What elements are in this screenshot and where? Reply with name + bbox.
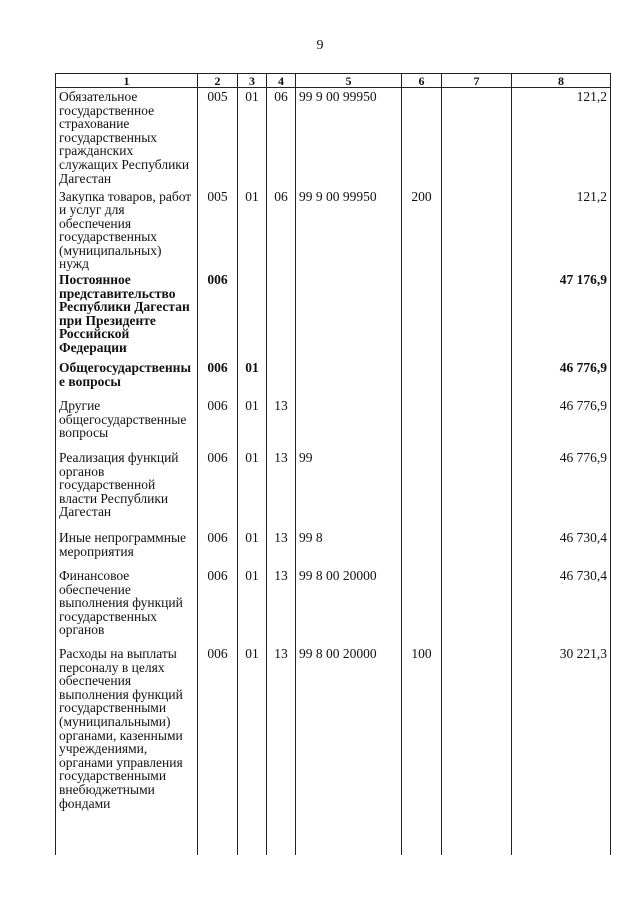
col-4-value: 13 [274, 568, 288, 584]
col-5-cell [296, 88, 402, 188]
col-3-cell [238, 397, 267, 449]
col-4-cell [267, 397, 296, 449]
col-8-cell [512, 397, 611, 449]
col-3-value: 01 [245, 568, 259, 584]
col-5-value: 99 8 00 20000 [299, 568, 377, 584]
col-6-value: 100 [411, 646, 432, 662]
col-3-cell [238, 88, 267, 188]
row-name: Иные непрограммные мероприятия [59, 530, 187, 559]
col-5-value: 99 8 00 20000 [299, 646, 377, 662]
col-3-cell [238, 645, 267, 855]
col-8-cell [512, 188, 611, 272]
col-8-cell [512, 529, 611, 567]
col-2-value: 006 [207, 450, 228, 466]
col-header-8: 8 [512, 74, 611, 88]
col-8-value: 121,2 [576, 188, 607, 204]
row-name: Другие общегосударственные вопросы [59, 398, 187, 441]
col-6-cell [402, 359, 442, 397]
col-2-cell [198, 449, 238, 529]
col-4-cell [267, 88, 296, 188]
col-7-cell [442, 645, 512, 855]
col-3-cell [238, 529, 267, 567]
col-3-value: 01 [245, 450, 259, 466]
col-6-value: 200 [411, 188, 432, 204]
col-2-cell [198, 188, 238, 272]
col-4-cell [267, 359, 296, 397]
col-3-value: 01 [245, 398, 259, 414]
row-name-cell [56, 645, 198, 855]
row-name-cell [56, 449, 198, 529]
col-4-value: 06 [274, 89, 288, 104]
row-name: Реализация функций органов государственной власти Республики Дагестан [59, 450, 179, 520]
table-row [56, 529, 611, 567]
col-3-cell [238, 188, 267, 272]
col-7-cell [442, 567, 512, 645]
col-5-cell [296, 645, 402, 855]
col-4-cell [267, 449, 296, 529]
col-4-cell [267, 271, 296, 359]
col-8-cell [512, 271, 611, 359]
row-name-cell [56, 567, 198, 645]
col-3-cell [238, 271, 267, 359]
col-header-2: 2 [198, 74, 238, 88]
table-body [56, 88, 611, 856]
col-header-7: 7 [442, 74, 512, 88]
col-header-4: 4 [267, 74, 296, 88]
table-row [56, 567, 611, 645]
col-5-value: 99 9 00 99950 [299, 89, 377, 104]
col-header-1: 1 [56, 74, 198, 88]
col-6-cell [402, 645, 442, 855]
col-3-value: 01 [245, 530, 259, 546]
col-8-value: 121,2 [576, 89, 607, 104]
col-header-5: 5 [296, 74, 402, 88]
col-8-value: 46 730,4 [559, 568, 607, 584]
row-name: Постоянное представительство Республики Дагестан при Президенте Российской Федерации [59, 272, 190, 356]
col-8-value: 46 776,9 [559, 450, 607, 466]
col-5-cell [296, 529, 402, 567]
col-4-value: 06 [274, 188, 288, 204]
col-2-cell [198, 271, 238, 359]
col-3-cell [238, 359, 267, 397]
col-4-cell [267, 529, 296, 567]
col-3-cell [238, 449, 267, 529]
col-2-cell [198, 645, 238, 855]
row-name-cell [56, 88, 198, 188]
col-6-cell [402, 567, 442, 645]
col-4-value: 13 [274, 530, 288, 546]
col-6-cell [402, 449, 442, 529]
col-7-cell [442, 359, 512, 397]
page-number: 9 [316, 38, 324, 53]
col-4-cell [267, 645, 296, 855]
col-5-cell [296, 188, 402, 272]
col-3-value: 01 [245, 89, 259, 104]
col-2-value: 006 [207, 360, 228, 376]
col-4-cell [267, 567, 296, 645]
col-7-cell [442, 397, 512, 449]
col-8-value: 46 776,9 [559, 360, 607, 376]
row-name-cell [56, 397, 198, 449]
col-6-cell [402, 88, 442, 188]
col-2-cell [198, 359, 238, 397]
col-2-cell [198, 529, 238, 567]
row-name-cell [56, 359, 198, 397]
col-5-cell [296, 449, 402, 529]
col-8-value: 46 730,4 [559, 530, 607, 546]
col-8-cell [512, 567, 611, 645]
col-2-value: 005 [207, 188, 228, 204]
col-6-cell [402, 188, 442, 272]
col-2-cell [198, 397, 238, 449]
col-6-cell [402, 397, 442, 449]
col-4-value: 13 [274, 398, 288, 414]
col-6-cell [402, 529, 442, 567]
col-7-cell [442, 449, 512, 529]
table-row [56, 449, 611, 529]
row-name: Расходы на выплаты персоналу в целях обеспечения выполнения функций государственными (муниципальными) органами, казенными учреждениями, органами управления государственными внебюджетными фондами [59, 646, 183, 811]
col-2-value: 006 [207, 398, 228, 414]
table-row [56, 359, 611, 397]
budget-table [55, 73, 611, 855]
col-2-cell [198, 567, 238, 645]
table-row [56, 88, 611, 188]
col-5-value: 99 8 [299, 530, 323, 546]
col-8-cell [512, 88, 611, 188]
col-5-value: 99 [299, 450, 313, 466]
col-2-value: 006 [207, 530, 228, 546]
header-row [56, 74, 611, 88]
row-name: Закупка товаров, работ и услуг для обеспечения государственных (муниципальных) нужд [59, 188, 192, 272]
col-header-6: 6 [402, 74, 442, 88]
row-name: Обязательное государственное страхование государственных гражданских служащих Республики Дагестан [59, 89, 190, 186]
col-3-value: 01 [245, 360, 259, 376]
col-5-cell [296, 567, 402, 645]
col-4-value: 13 [274, 646, 288, 662]
col-header-3: 3 [238, 74, 267, 88]
col-8-value: 47 176,9 [559, 272, 607, 288]
row-name: Общегосударственные вопросы [59, 360, 191, 389]
table-row [56, 188, 611, 272]
col-7-cell [442, 188, 512, 272]
col-3-value: 01 [245, 646, 259, 662]
col-8-cell [512, 645, 611, 855]
col-2-value: 005 [207, 89, 228, 104]
col-2-value: 006 [207, 568, 228, 584]
col-8-value: 46 776,9 [559, 398, 607, 414]
col-5-cell [296, 359, 402, 397]
col-8-cell [512, 359, 611, 397]
col-7-cell [442, 529, 512, 567]
col-2-value: 006 [207, 272, 228, 288]
col-3-cell [238, 567, 267, 645]
col-8-value: 30 221,3 [559, 646, 607, 662]
col-7-cell [442, 271, 512, 359]
table-row [56, 645, 611, 855]
col-5-cell [296, 397, 402, 449]
col-4-cell [267, 188, 296, 272]
col-5-value: 99 9 00 99950 [299, 188, 377, 204]
col-2-cell [198, 88, 238, 188]
col-8-cell [512, 449, 611, 529]
col-2-value: 006 [207, 646, 228, 662]
row-name: Финансовое обеспечение выполнения функций государственных органов [59, 568, 183, 638]
table-row [56, 271, 611, 359]
col-7-cell [442, 88, 512, 188]
table-row [56, 397, 611, 449]
row-name-cell [56, 188, 198, 272]
col-4-value: 13 [274, 450, 288, 466]
col-5-cell [296, 271, 402, 359]
col-3-value: 01 [245, 188, 259, 204]
row-name-cell [56, 271, 198, 359]
row-name-cell [56, 529, 198, 567]
col-6-cell [402, 271, 442, 359]
